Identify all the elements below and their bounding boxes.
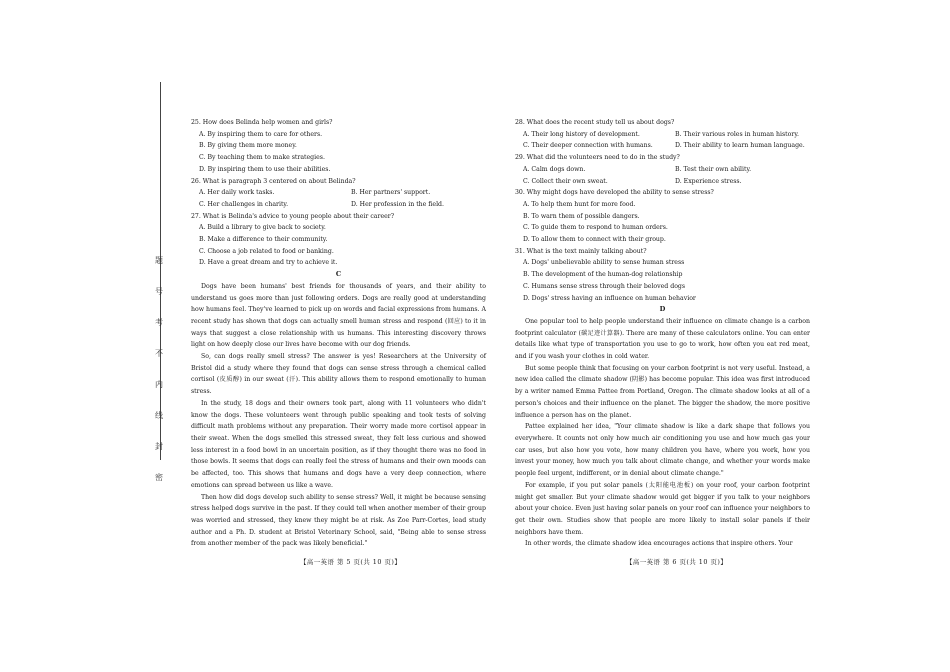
question-30-option-c: C. To guide them to respond to human orders. xyxy=(523,224,668,232)
question-29-options-row-2 xyxy=(515,176,810,188)
question-25-option-d: D. By inspiring them to use their abilities. xyxy=(199,165,331,173)
passage-d-paragraph-2: But some people think that focusing on your carbon footprint is not very useful. Instead, a new idea called the climate shadow (阴影) has become popular. This idea was first introduced by a writer named Emma Pattee from Portland, Oregon. The climate shadow looks at all of a person's choices and their influence on the planet. The bigger the shadow, the more positive influence a person has on the planet. xyxy=(515,364,810,419)
passage-d-paragraph-3: Pattee explained her idea, "Your climate shadow is like a dark shape that follows you everywhere. It counts not only how much air conditioning you use and how much gas your car uses, but also how you vote, how many children you have, where you work, how you invest your money, how much you talk about climate change, and whether your words make people feel urgent, indifferent, or in denial about climate change." xyxy=(515,423,810,478)
binding-char: 内 xyxy=(155,380,163,389)
question-27-option-d: D. Have a great dream and try to achieve it. xyxy=(199,259,338,267)
question-30-option-b: B. To warn them of possible dangers. xyxy=(523,212,640,220)
question-31-option-b: B. The development of the human-dog relationship xyxy=(523,271,683,279)
right-page-footer: 【高一英语 第 6 页(共 10 页)】 xyxy=(626,558,728,566)
question-29-option-a: A. Calm dogs down. xyxy=(523,165,586,173)
question-27-option-b: B. Make a difference to their community. xyxy=(199,236,328,244)
question-29-stem: 29. What did the volunteers need to do in the study? xyxy=(515,154,680,162)
question-31-option-c: C. Humans sense stress through their beloved dogs xyxy=(523,282,686,290)
question-31-option-a: A. Dogs' unbelievable ability to sense human stress xyxy=(523,259,685,267)
question-26-options-row-2 xyxy=(191,199,486,211)
question-25-option-a: A. By inspiring them to care for others. xyxy=(199,130,323,138)
section-d-heading: D xyxy=(659,305,666,314)
section-c-heading: C xyxy=(335,270,342,279)
binding-margin-text xyxy=(150,255,168,483)
question-28-option-a: A. Their long history of development. xyxy=(523,130,640,138)
question-30-option-d: D. To allow them to connect with their group. xyxy=(523,236,666,244)
question-27-option-a: A. Build a library to give back to society. xyxy=(199,224,326,232)
passage-d-paragraph-1: One popular tool to help people understand their influence on climate change is a carbon footprint calculator (碳足迹计算器). There are many of these calculators online. You can enter details like what type of transportation you use to go to work, how often you eat red meat, and if you wash your clothes in cold water. xyxy=(515,317,810,361)
question-26-option-c: C. Her challenges in charity. xyxy=(199,200,289,208)
question-26-option-d: D. Her profession in the field. xyxy=(351,200,444,208)
question-26-stem: 26. What is paragraph 3 centered on about Belinda? xyxy=(191,177,356,185)
passage-c-paragraph-1: Dogs have been humans' best friends for thousands of years, and their ability to understand us goes more than just following orders. Dogs are really good at understanding how humans feel. They've learned to pick up on words and facial expressions from humans. A recent study has shown that dogs can actually smell human stress and respond (回应) to it in ways that suggest a close relationship with us humans. This interesting discovery throws light on how deeply close our lives have become with our dog friends. xyxy=(191,282,486,349)
binding-char: 题 xyxy=(155,256,163,265)
passage-c-paragraph-3: In the study, 18 dogs and their owners took part, along with 11 volunteers who didn't know the dogs. These volunteers went through public speaking and took tests of solving difficult math problems without any preparation. Their worry made more cortisol appear in their sweat. When the dogs smelled this stressed sweat, they felt less curious and showed less interest in a food bowl in an uncertain position, as if they thought there was no food in those bowls. It seems that dogs can really feel the stress of humans and their own moods can be affected, too. This shows that humans and dogs have a very deep connection, where emotions can spread between us like a wave. xyxy=(191,399,486,489)
passage-c-paragraph-4: Then how did dogs develop such ability to sense stress? Well, it might be because sensing stress helped dogs survive in the past. If they could tell when another member of their group was worried and stressed, they knew they might be at risk. As Zoe Parr-Cortes, lead study author and a Ph. D. student at Bristol Veterinary School, said, "Being able to sense stress from another member of the pack was likely beneficial." xyxy=(191,493,486,548)
right-page-column xyxy=(515,117,810,550)
left-page-column xyxy=(191,117,486,550)
binding-char: 号 xyxy=(155,287,163,296)
question-25-stem: 25. How does Belinda help women and girls? xyxy=(191,119,333,126)
question-25-option-b: B. By giving them more money. xyxy=(199,142,297,150)
question-31-stem: 31. What is the text mainly talking about? xyxy=(515,247,647,255)
binding-char: 不 xyxy=(155,349,163,358)
question-31-option-d: D. Dogs' stress having an influence on human behavior xyxy=(523,294,696,302)
question-30-option-a: A. To help them hunt for more food. xyxy=(523,200,636,208)
binding-char: 密 xyxy=(155,473,163,482)
question-28-options-row-2 xyxy=(515,140,810,152)
question-27-stem: 27. What is Belinda's advice to young people about their career? xyxy=(191,212,395,220)
question-29-options-row-1 xyxy=(515,164,810,176)
question-26-options-row-1 xyxy=(191,187,486,199)
binding-char: 封 xyxy=(155,442,163,451)
passage-d-paragraph-4: For example, if you put solar panels (太阳能电池板) on your roof, your carbon footprint might get smaller. But your climate shadow would get bigger if you talk to your neighbors about your choice. Even just having solar panels on your roof can influence your neighbors to get their own. Studies show that people are more likely to install solar panels if their neighbors have them. xyxy=(515,481,810,536)
question-25-option-c: C. By teaching them to make strategies. xyxy=(199,154,325,162)
question-29-option-d: D. Experience stress. xyxy=(675,177,742,185)
question-27-option-c: C. Choose a job related to food or banking. xyxy=(199,247,334,255)
question-29-option-c: C. Collect their own sweat. xyxy=(523,177,608,185)
passage-d-paragraph-5: In other words, the climate shadow idea encourages actions that inspire others. Your xyxy=(525,540,793,548)
question-28-option-c: C. Their deeper connection with humans. xyxy=(523,142,653,150)
question-28-options-row-1 xyxy=(515,129,810,141)
left-page-footer: 【高一英语 第 5 页(共 10 页)】 xyxy=(300,558,402,566)
question-28-stem: 28. What does the recent study tell us about dogs? xyxy=(515,119,675,126)
passage-c-paragraph-2: So, can dogs really smell stress? The answer is yes! Researchers at the University of Bristol did a study where they found that dogs can sense stress through a chemical called cortisol (皮质醇) in our sweat (汗). This ability allows them to respond emotionally to human stress. xyxy=(191,353,486,396)
question-28-option-b: B. Their various roles in human history. xyxy=(675,130,799,138)
binding-char: 考 xyxy=(155,318,163,327)
question-30-stem: 30. Why might dogs have developed the ability to sense stress? xyxy=(515,189,714,197)
question-29-option-b: B. Test their own ability. xyxy=(675,165,752,173)
question-28-option-d: D. Their ability to learn human language. xyxy=(675,142,805,150)
question-26-option-b: B. Her partners' support. xyxy=(351,189,431,197)
question-26-option-a: A. Her daily work tasks. xyxy=(199,189,275,197)
binding-char: 线 xyxy=(155,411,163,420)
